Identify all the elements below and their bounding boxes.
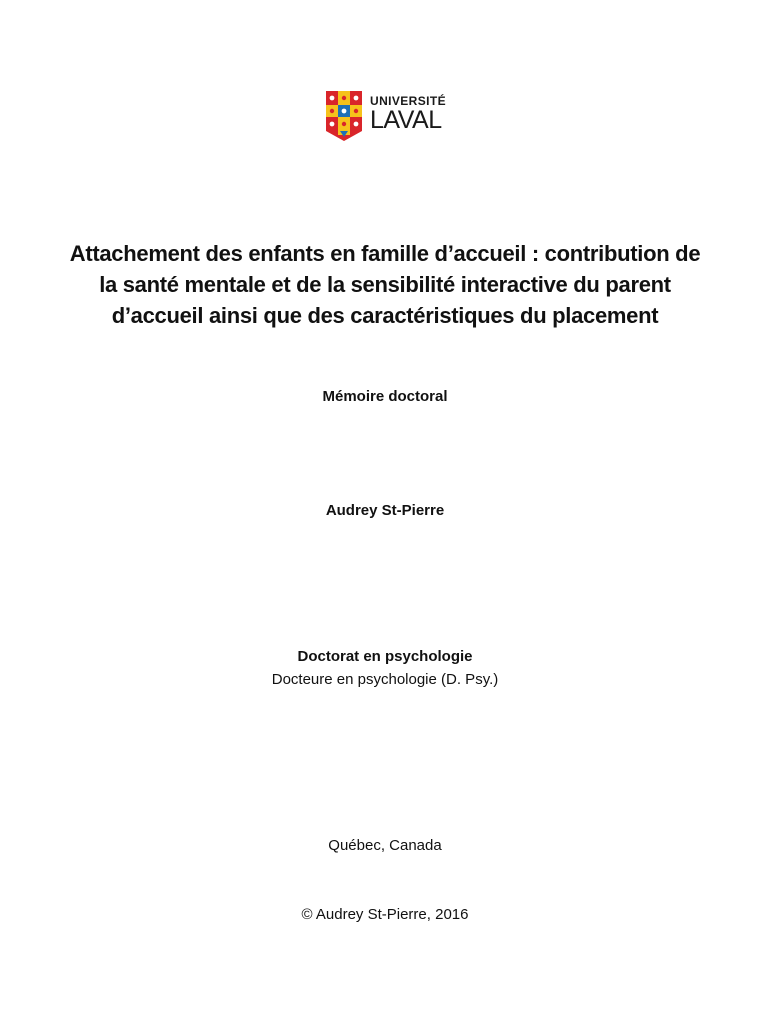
title-line-1: Attachement des enfants en famille d’accueil : contribution de bbox=[69, 241, 701, 266]
logo-line-laval: LAVAL bbox=[370, 106, 442, 134]
shield-icon bbox=[326, 91, 362, 141]
copyright-notice: © Audrey St-Pierre, 2016 bbox=[301, 906, 469, 923]
degree-name: Docteure en psychologie (D. Psy.) bbox=[271, 671, 499, 688]
author-name: Audrey St-Pierre bbox=[325, 502, 445, 519]
thesis-title bbox=[0, 238, 770, 331]
universite-laval-logo bbox=[326, 91, 446, 141]
title-line-3: d’accueil ainsi que des caractéristiques du placement bbox=[111, 303, 659, 328]
title-line-2: la santé mentale et de la sensibilité interactive du parent bbox=[99, 272, 671, 297]
place: Québec, Canada bbox=[328, 837, 442, 854]
document-type: Mémoire doctoral bbox=[322, 388, 448, 405]
logo-line-universite: UNIVERSITÉ bbox=[370, 94, 447, 108]
program-name: Doctorat en psychologie bbox=[297, 648, 473, 665]
